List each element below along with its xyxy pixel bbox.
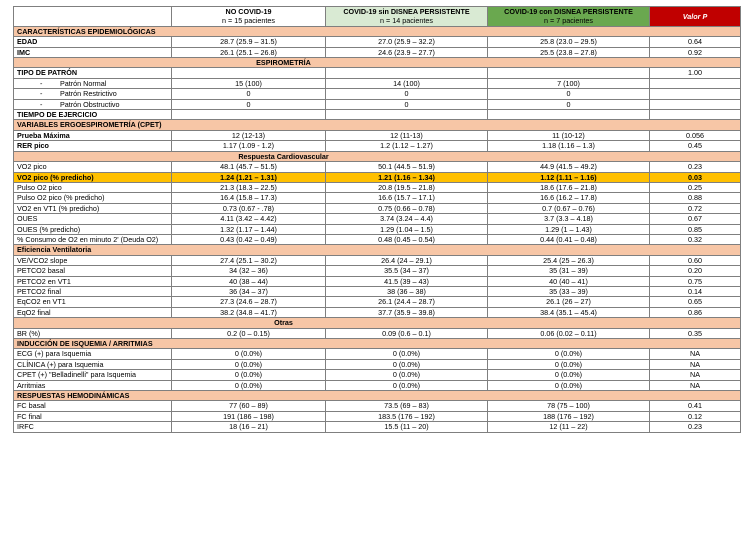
value-cell-v1: 191 (186 – 198) [172,411,326,421]
value-cell-v3: 18.6 (17.6 – 21.8) [488,182,650,192]
p-value-cell: NA [650,370,741,380]
section-title: CARACTERÍSTICAS EPIDEMIOLÓGICAS [14,26,741,36]
value-cell-v3: 44.9 (41.5 – 49.2) [488,162,650,172]
row-label: Arritmias [14,380,172,390]
section-title: ESPIROMETRÍA [14,58,741,68]
value-cell-v3: 38.4 (35.1 – 45.4) [488,307,650,317]
p-value-cell: 0.25 [650,182,741,192]
row-label-text: Patrón Obstructivo [60,99,120,109]
value-cell-v2: 0 (0.0%) [326,380,488,390]
table-row [14,182,741,192]
value-cell-v1: 12 (12-13) [172,130,326,140]
value-cell-v1: 0.73 (0.67 - .78) [172,203,326,213]
value-cell-v2: 1.29 (1.04 – 1.5) [326,224,488,234]
value-cell-v1: 0 [172,99,326,109]
value-cell-v2: 50.1 (44.5 – 51.9) [326,162,488,172]
table-row [14,359,741,369]
value-cell-v2: 0.48 (0.45 – 0.54) [326,234,488,244]
table-row [14,266,741,276]
p-value-cell: 0.35 [650,328,741,338]
table-row [14,162,741,172]
value-cell-v3 [488,68,650,78]
header-covid-sin-disnea [326,7,488,27]
value-cell-v2: 20.8 (19.5 – 21.8) [326,182,488,192]
results-table [13,6,741,433]
value-cell-v3: 16.6 (16.2 – 17.8) [488,193,650,203]
table-row [14,224,741,234]
value-cell-v3: 0 [488,99,650,109]
value-cell-v1: 15 (100) [172,78,326,88]
section-header-row [14,318,741,328]
row-label: IRFC [14,422,172,432]
p-value-cell: 0.056 [650,130,741,140]
table-row [14,349,741,359]
value-cell-v3: 25.5 (23.8 – 27.8) [488,47,650,57]
row-label: OUES [14,214,172,224]
table-row [14,401,741,411]
value-cell-v1: 1.24 (1.21 – 1.31) [172,172,326,182]
value-cell-v1: 18 (16 – 21) [172,422,326,432]
section-header-row [14,391,741,401]
value-cell-v1 [172,110,326,120]
row-label [14,78,172,88]
table-row [14,141,741,151]
p-value-cell: 0.14 [650,286,741,296]
header-no-covid-n: n = 15 pacientes [222,16,275,26]
row-label-text: Patrón Normal [60,78,107,88]
section-header-row [14,339,741,349]
value-cell-v1: 4.11 (3.42 – 4.42) [172,214,326,224]
header-covid-sin-disnea-n: n = 14 pacientes [380,16,433,26]
row-label: IMC [14,47,172,57]
header-no-covid [172,7,326,27]
p-value-cell: 0.85 [650,224,741,234]
value-cell-v3: 25.4 (25 – 26.3) [488,255,650,265]
value-cell-v3: 188 (176 – 192) [488,411,650,421]
value-cell-v2: 26.4 (24 – 29.1) [326,255,488,265]
header-covid-con-disnea-name: COVID-19 con DISNEA PERSISTENTE [504,7,633,16]
value-cell-v3: 0 [488,89,650,99]
row-label: FC final [14,411,172,421]
p-value-cell: 0.20 [650,266,741,276]
value-cell-v2: 0 [326,99,488,109]
value-cell-v2: 0.75 (0.66 – 0.78) [326,203,488,213]
row-label: ECG (+) para Isquemia [14,349,172,359]
value-cell-v3: 0 (0.0%) [488,380,650,390]
value-cell-v3: 7 (100) [488,78,650,88]
table-row [14,130,741,140]
table-row [14,172,741,182]
value-cell-v1: 26.1 (25.1 – 26.8) [172,47,326,57]
table-row [14,193,741,203]
value-cell-v3: 0.7 (0.67 – 0.76) [488,203,650,213]
row-label: TIEMPO DE EJERCICIO [14,110,172,120]
row-label: EDAD [14,37,172,47]
row-label: OUES (% predicho) [14,224,172,234]
value-cell-v3: 11 (10-12) [488,130,650,140]
value-cell-v3 [488,110,650,120]
row-label: PETCO2 en VT1 [14,276,172,286]
value-cell-v1: 1.32 (1.17 – 1.44) [172,224,326,234]
table-row [14,380,741,390]
value-cell-v3: 12 (11 – 22) [488,422,650,432]
p-value-cell: 0.65 [650,297,741,307]
row-label: FC basal [14,401,172,411]
value-cell-v2: 73.5 (69 – 83) [326,401,488,411]
value-cell-v1: 0 (0.0%) [172,359,326,369]
section-title: INDUCCIÓN DE ISQUEMIA / ARRITMIAS [14,339,741,349]
header-no-covid-name: NO COVID-19 [225,7,272,16]
value-cell-v2: 37.7 (35.9 – 39.8) [326,307,488,317]
table-row [14,99,741,109]
p-value-cell: 0.92 [650,47,741,57]
table-row [14,110,741,120]
table-row [14,234,741,244]
p-value-cell: 0.75 [650,276,741,286]
p-value-cell: 0.23 [650,162,741,172]
row-label: RER pico [14,141,172,151]
value-cell-v3: 0.06 (0.02 – 0.11) [488,328,650,338]
p-value-cell: 0.86 [650,307,741,317]
value-cell-v1 [172,68,326,78]
value-cell-v3: 1.18 (1.16 – 1.3) [488,141,650,151]
value-cell-v1: 0 (0.0%) [172,349,326,359]
row-label: VO2 en VT1 (% predicho) [14,203,172,213]
value-cell-v3: 1.29 (1 – 1.43) [488,224,650,234]
row-label: VO2 pico [14,162,172,172]
value-cell-v1: 1.17 (1.09 - 1.2) [172,141,326,151]
value-cell-v2 [326,110,488,120]
table-row [14,89,741,99]
value-cell-v2: 14 (100) [326,78,488,88]
row-label [14,99,172,109]
header-valor-p-name: Valor P [682,11,708,21]
table-row [14,37,741,47]
p-value-cell [650,89,741,99]
value-cell-v3: 0 (0.0%) [488,370,650,380]
p-value-cell: 0.41 [650,401,741,411]
section-header-row [14,120,741,130]
row-label: Prueba Máxima [14,130,172,140]
value-cell-v3: 26.1 (26 – 27) [488,297,650,307]
value-cell-v2: 0 (0.0%) [326,359,488,369]
value-cell-v1: 27.3 (24.6 – 28.7) [172,297,326,307]
value-cell-v3: 35 (31 – 39) [488,266,650,276]
row-label: % Consumo de O2 en minuto 2' (Deuda O2) [14,234,172,244]
value-cell-v2: 1.2 (1.12 – 1.27) [326,141,488,151]
value-cell-v2: 16.6 (15.7 – 17.1) [326,193,488,203]
section-title: Eficiencia Ventilatoria [14,245,741,255]
table-row [14,78,741,88]
header-valor-p [650,7,741,27]
table-row [14,68,741,78]
table-row [14,214,741,224]
value-cell-v2: 27.0 (25.9 – 32.2) [326,37,488,47]
table-row [14,328,741,338]
value-cell-v1: 77 (60 – 89) [172,401,326,411]
row-label: CLÍNICA (+) para Isquemia [14,359,172,369]
value-cell-v2: 3.74 (3.24 – 4.4) [326,214,488,224]
p-value-cell: 1.00 [650,68,741,78]
p-value-cell: 0.03 [650,172,741,182]
p-value-cell: 0.23 [650,422,741,432]
value-cell-v3: 0 (0.0%) [488,349,650,359]
p-value-cell: 0.12 [650,411,741,421]
header-row [14,7,741,27]
value-cell-v2 [326,68,488,78]
bullet-dash: - [40,89,43,99]
value-cell-v2: 183.5 (176 – 192) [326,411,488,421]
row-label: TIPO DE PATRÓN [14,68,172,78]
table-row [14,276,741,286]
value-cell-v1: 28.7 (25.9 – 31.5) [172,37,326,47]
value-cell-v2: 38 (36 – 38) [326,286,488,296]
value-cell-v3: 3.7 (3.3 – 4.18) [488,214,650,224]
value-cell-v2: 26.1 (24.4 – 28.7) [326,297,488,307]
header-covid-con-disnea-n: n = 7 pacientes [544,16,593,26]
row-label [14,89,172,99]
p-value-cell [650,78,741,88]
p-value-cell: 0.60 [650,255,741,265]
value-cell-v1: 38.2 (34.8 – 41.7) [172,307,326,317]
value-cell-v1: 0 (0.0%) [172,380,326,390]
row-label: VO2 pico (% predicho) [14,172,172,182]
p-value-cell: 0.32 [650,234,741,244]
row-label-text: Patrón Restrictivo [60,89,117,99]
section-header-row [14,58,741,68]
p-value-cell: NA [650,380,741,390]
p-value-cell: 0.88 [650,193,741,203]
row-label: VE/VCO2 slope [14,255,172,265]
value-cell-v2: 24.6 (23.9 – 27.7) [326,47,488,57]
value-cell-v1: 0 [172,89,326,99]
value-cell-v2: 0 (0.0%) [326,370,488,380]
row-label: PETCO2 final [14,286,172,296]
value-cell-v2: 0.09 (0.6 – 0.1) [326,328,488,338]
value-cell-v2: 0 (0.0%) [326,349,488,359]
value-cell-v3: 35 (33 – 39) [488,286,650,296]
table-row [14,297,741,307]
value-cell-v1: 0 (0.0%) [172,370,326,380]
table-row [14,203,741,213]
header-covid-sin-disnea-name: COVID-19 sin DISNEA PERSISTENTE [343,7,470,16]
p-value-cell: 0.67 [650,214,741,224]
header-covid-con-disnea [488,7,650,27]
value-cell-v1: 0.2 (0 – 0.15) [172,328,326,338]
row-label: EqO2 final [14,307,172,317]
value-cell-v3: 25.8 (23.0 – 29.5) [488,37,650,47]
p-value-cell: 0.45 [650,141,741,151]
table-row [14,411,741,421]
value-cell-v3: 1.12 (1.11 – 1.16) [488,172,650,182]
value-cell-v2: 35.5 (34 – 37) [326,266,488,276]
value-cell-v1: 40 (38 – 44) [172,276,326,286]
row-label: Pulso O2 pico (% predicho) [14,193,172,203]
p-value-cell [650,99,741,109]
value-cell-v1: 16.4 (15.8 – 17.3) [172,193,326,203]
p-value-cell: NA [650,359,741,369]
value-cell-v2: 0 [326,89,488,99]
value-cell-v3: 0 (0.0%) [488,359,650,369]
p-value-cell [650,110,741,120]
table-row [14,307,741,317]
value-cell-v1: 27.4 (25.1 – 30.2) [172,255,326,265]
row-label: CPET (+) "Belladinelli" para Isquemia [14,370,172,380]
value-cell-v2: 15.5 (11 – 20) [326,422,488,432]
value-cell-v3: 40 (40 – 41) [488,276,650,286]
bullet-dash: - [40,99,43,109]
section-title: Otras [14,318,741,328]
header-corner [14,7,172,27]
p-value-cell: 0.64 [650,37,741,47]
value-cell-v2: 41.5 (39 – 43) [326,276,488,286]
value-cell-v1: 34 (32 – 36) [172,266,326,276]
p-value-cell: 0.72 [650,203,741,213]
table-row [14,286,741,296]
row-label: BR (%) [14,328,172,338]
value-cell-v3: 0.44 (0.41 – 0.48) [488,234,650,244]
section-title: Respuesta Cardiovascular [14,151,741,161]
row-label: EqCO2 en VT1 [14,297,172,307]
value-cell-v2: 12 (11-13) [326,130,488,140]
value-cell-v1: 48.1 (45.7 – 51.5) [172,162,326,172]
row-label: PETCO2 basal [14,266,172,276]
value-cell-v2: 1.21 (1.16 – 1.34) [326,172,488,182]
row-label: Pulso O2 pico [14,182,172,192]
value-cell-v3: 78 (75 – 100) [488,401,650,411]
table-row [14,422,741,432]
table-row [14,370,741,380]
table-row [14,255,741,265]
section-header-row [14,26,741,36]
section-header-row [14,245,741,255]
p-value-cell: NA [650,349,741,359]
section-title: VARIABLES ERGOESPIROMETRÍA (CPET) [14,120,741,130]
value-cell-v1: 21.3 (18.3 – 22.5) [172,182,326,192]
value-cell-v1: 0.43 (0.42 – 0.49) [172,234,326,244]
bullet-dash: - [40,78,43,88]
section-title: RESPUESTAS HEMODINÁMICAS [14,391,741,401]
table-row [14,47,741,57]
value-cell-v1: 36 (34 – 37) [172,286,326,296]
section-header-row [14,151,741,161]
